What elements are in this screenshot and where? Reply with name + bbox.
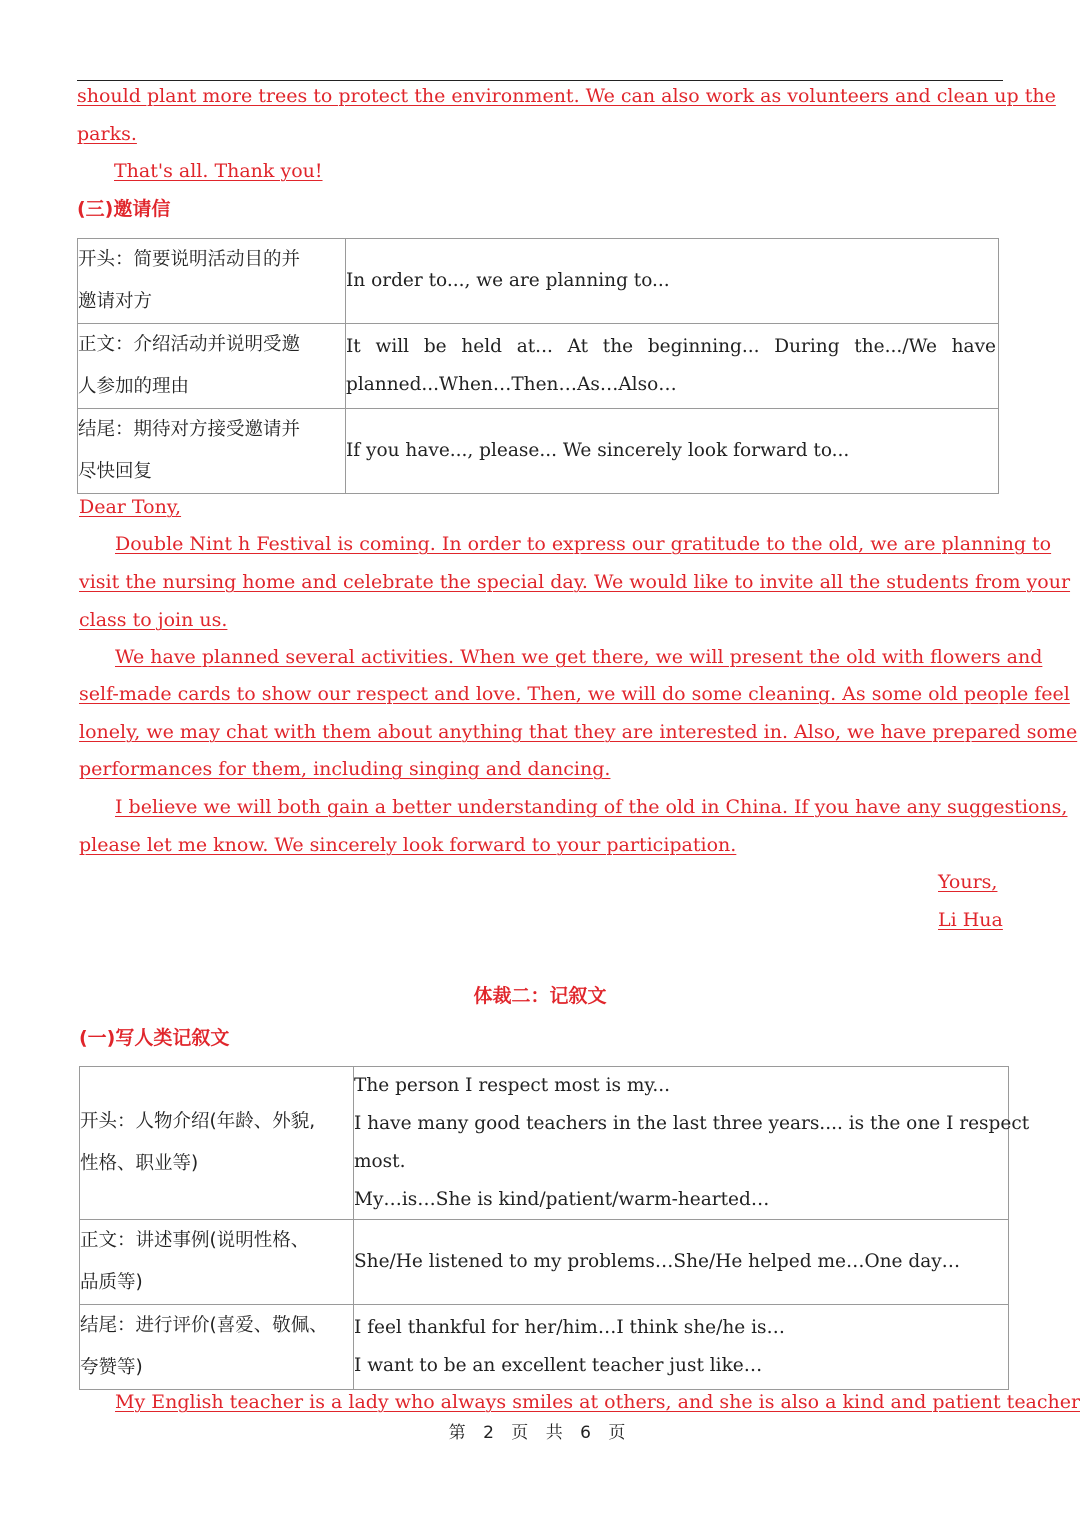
content-line: She/He listened to my problems…She/He helped me…One day… [354, 1251, 961, 1272]
page-footer: 第 2 页 共 6 页 [448, 1423, 632, 1443]
letter-p1-line-3: class to join us. [79, 609, 228, 631]
top-rule [77, 80, 1003, 81]
table-row [78, 324, 999, 409]
genre-title: 体裁二：记叙文 [473, 985, 607, 1007]
content-line: The person I respect most is my... [354, 1075, 671, 1096]
letter-p1-line-1: Double Nint h Festival is coming. In order to express our gratitude to the old, we are planning to [115, 533, 1052, 555]
table-content-cell [346, 324, 999, 409]
letter-p2-line-2: self-made cards to show our respect and love. Then, we will do some cleaning. As some old people feel [79, 683, 1070, 705]
content-line: I have many good teachers in the last three years.... is the one I respect [354, 1113, 1030, 1134]
content-line: In order to..., we are planning to... [346, 270, 670, 291]
invitation-table [77, 238, 999, 494]
content-line: If you have..., please... We sincerely look forward to... [346, 440, 850, 461]
table-content-cell [346, 409, 999, 494]
table-row [80, 1220, 1009, 1305]
label-line: 夸赞等) [80, 1357, 143, 1378]
table-label-cell [80, 1305, 354, 1390]
table-row [78, 409, 999, 494]
sample-essay-line: My English teacher is a lady who always smiles at others, and she is also a kind and patient teacher [115, 1391, 1080, 1413]
section-heading-person: (一)写人类记叙文 [79, 1027, 230, 1049]
label-line: 结尾：期待对方接受邀请并 [78, 419, 301, 440]
letter-p3-line-2: please let me know. We sincerely look forward to your participation. [79, 834, 737, 856]
table-label-cell [80, 1067, 354, 1220]
label-line: 结尾：进行评价(喜爱、敬佩、 [80, 1315, 328, 1336]
table-row [78, 239, 999, 324]
label-line: 品质等) [80, 1272, 143, 1293]
content-line: My…is…She is kind/patient/warm-hearted… [354, 1189, 770, 1210]
table-row [80, 1067, 1009, 1220]
table-content-cell [354, 1305, 1009, 1390]
label-line: 正文：介绍活动并说明受邀 [78, 334, 301, 355]
content-line: It will be held at... At the beginning... During the.../We have [346, 336, 996, 357]
table-label-cell [78, 409, 346, 494]
letter-signoff: Yours, [938, 871, 998, 893]
label-line: 开头：简要说明活动目的并 [78, 249, 301, 270]
label-line: 性格、职业等) [80, 1153, 199, 1174]
prev-text-line-1: should plant more trees to protect the environment. We can also work as volunteers and clean up the [77, 85, 1056, 107]
label-line: 开头：人物介绍(年龄、外貌, [80, 1111, 316, 1132]
content-line: most. [354, 1151, 406, 1172]
closing-line: That's all. Thank you! [114, 160, 323, 182]
table-content-cell [346, 239, 999, 324]
letter-p2-line-3: lonely, we may chat with them about anything that they are interested in. Also, we have prepared some [79, 721, 1078, 743]
letter-p2-line-4: performances for them, including singing and dancing. [79, 758, 611, 780]
narrative-table [79, 1066, 1030, 1390]
section-heading-invitation: (三)邀请信 [77, 198, 171, 220]
content-line: I feel thankful for her/him…I think she/he is… [354, 1317, 786, 1338]
table-content-cell [354, 1220, 1009, 1305]
letter-signature: Li Hua [938, 909, 1003, 931]
label-line: 正文：讲述事例(说明性格、 [80, 1230, 310, 1251]
table-label-cell [80, 1220, 354, 1305]
label-line: 尽快回复 [78, 461, 153, 482]
content-line: I want to be an excellent teacher just like… [354, 1355, 763, 1376]
table-label-cell [78, 239, 346, 324]
letter-p3-line-1: I believe we will both gain a better understanding of the old in China. If you have any suggestions, [115, 796, 1068, 818]
table-content-cell [354, 1067, 1030, 1220]
prev-text-line-2: parks. [77, 123, 137, 145]
content-line: planned...When…Then…As…Also… [346, 374, 677, 395]
letter-p1-line-2: visit the nursing home and celebrate the special day. We would like to invite all the students from your [79, 571, 1071, 593]
letter-p2-line-1: We have planned several activities. When we get there, we will present the old with flowers and [115, 646, 1043, 668]
letter-greeting: Dear Tony, [79, 496, 182, 518]
table-row [80, 1305, 1009, 1390]
label-line: 邀请对方 [78, 291, 153, 312]
table-label-cell [78, 324, 346, 409]
label-line: 人参加的理由 [78, 376, 190, 397]
